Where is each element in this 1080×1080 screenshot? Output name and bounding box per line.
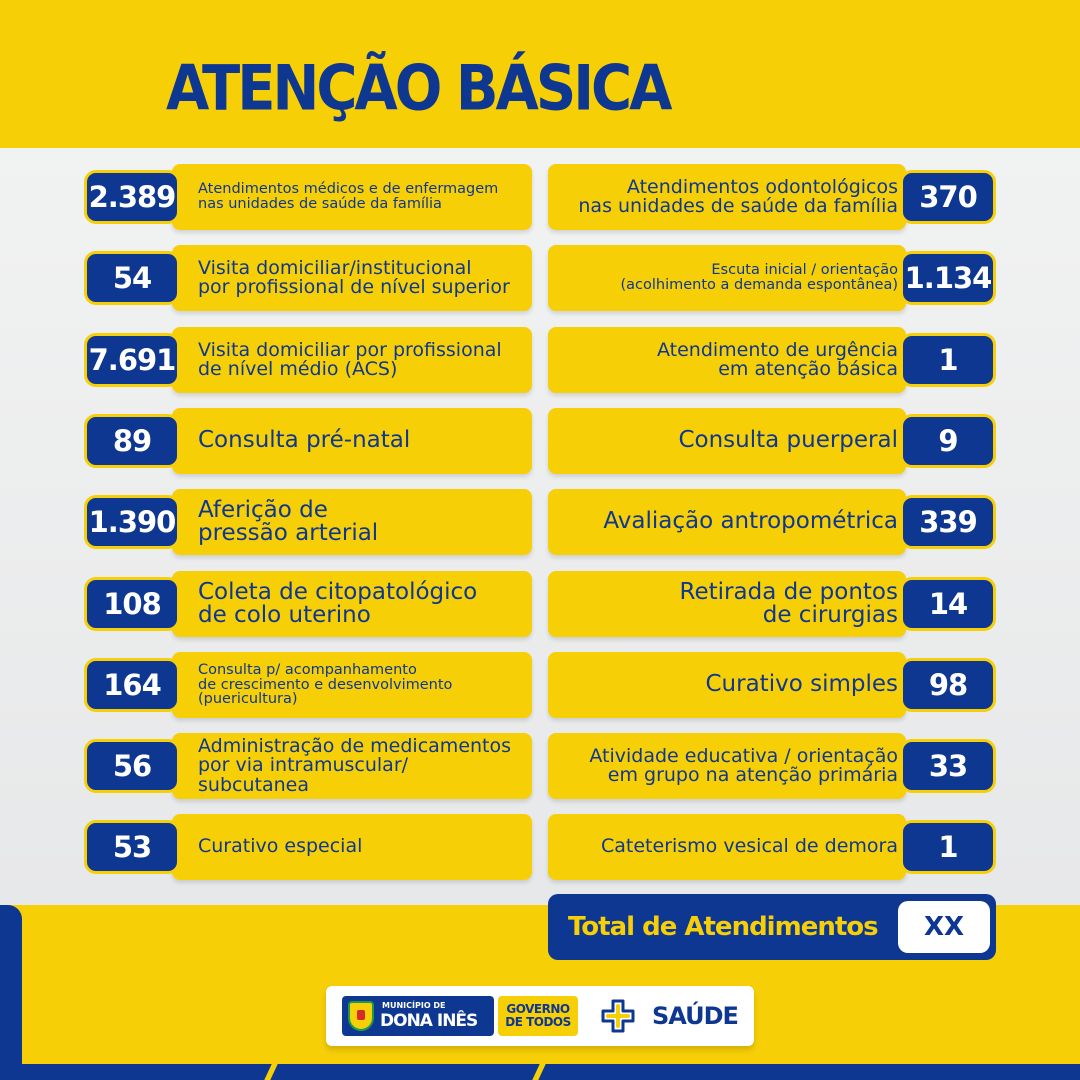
stat-row (84, 814, 532, 880)
total-label: Total de Atendimentos (568, 912, 878, 942)
stat-label-text: Atendimento de urgência em atenção básica (656, 338, 898, 380)
stripe-divider (532, 1064, 545, 1080)
governo-line1: GOVERNO (506, 1002, 570, 1017)
stat-label (548, 571, 906, 637)
stat-label-text: Cateterismo vesical de demora (601, 835, 898, 858)
stat-value: 1.134 (900, 251, 996, 305)
stat-row (548, 164, 996, 230)
municipio-name: DONA INÊS (380, 1011, 478, 1031)
stat-row (548, 245, 996, 311)
stat-row (548, 408, 996, 474)
stat-row (84, 327, 532, 393)
stat-label (172, 489, 532, 555)
stat-row (84, 245, 532, 311)
stripe-divider (264, 1064, 277, 1080)
bottom-stripe (0, 1064, 1080, 1080)
stat-label-text: Curativo especial (198, 835, 363, 858)
stat-row (84, 571, 532, 637)
stat-label (172, 164, 532, 230)
stat-value: 164 (84, 658, 180, 712)
stat-row (548, 733, 996, 799)
stat-label-text: Visita domiciliar/institucional por profissional de nível superior (198, 256, 510, 298)
stat-label-text: Consulta pré-natal (198, 427, 411, 454)
stat-value: 1.390 (84, 495, 180, 549)
stat-label (172, 652, 532, 718)
stat-label (548, 814, 906, 880)
total-value: XX (898, 901, 990, 953)
stat-label-text: Coleta de citopatológico de colo uterino (198, 578, 478, 628)
stat-label-text: Visita domiciliar por profissional de nível médio (ACS) (198, 338, 502, 380)
stat-label (172, 245, 532, 311)
stat-value: 370 (900, 170, 996, 224)
stat-label-text: Escuta inicial / orientação (acolhimento a demanda espontânea) (620, 262, 898, 293)
governo-line2: DE TODOS (505, 1015, 571, 1029)
stat-row (548, 571, 996, 637)
stat-value: 9 (900, 414, 996, 468)
stat-value: 33 (900, 739, 996, 793)
stat-row (548, 814, 996, 880)
stat-label (172, 571, 532, 637)
health-cross-icon (600, 998, 636, 1034)
stat-label-text: Atividade educativa / orientação em grupo na atenção primária (589, 744, 898, 786)
crest-icon (348, 1001, 374, 1031)
total-box (548, 894, 996, 960)
stat-label-text: Administração de medicamentos por via intramuscular/ subcutanea (198, 734, 512, 796)
left-accent-bar (0, 905, 22, 1080)
stat-label (548, 164, 906, 230)
stat-label-text: Avaliação antropométrica (603, 508, 898, 535)
stat-label (548, 327, 906, 393)
stat-value: 53 (84, 820, 180, 874)
stat-label (172, 327, 532, 393)
stat-label (548, 408, 906, 474)
stat-value: 339 (900, 495, 996, 549)
stat-row (84, 489, 532, 555)
stat-value: 56 (84, 739, 180, 793)
stat-label-text: Consulta puerperal (678, 427, 898, 454)
stat-label-text: Atendimentos odontológicos nas unidades de saúde da família (578, 175, 898, 217)
stat-row (548, 327, 996, 393)
municipio-label: MUNICÍPIO DE (382, 1001, 446, 1010)
stat-value: 108 (84, 577, 180, 631)
municipio-logo (342, 996, 494, 1036)
stat-value: 2.389 (84, 170, 180, 224)
stat-label-text: Atendimentos médicos e de enfermagem nas unidades de saúde da família (198, 181, 499, 212)
stat-row (84, 652, 532, 718)
stat-row (84, 408, 532, 474)
footer-logos (326, 986, 754, 1046)
stat-label-text: Curativo simples (705, 671, 898, 698)
stat-label (548, 489, 906, 555)
stat-label (548, 733, 906, 799)
stat-value: 7.691 (84, 333, 180, 387)
page-title: ATENÇÃO BÁSICA (166, 52, 670, 126)
stat-row (548, 652, 996, 718)
stat-value: 54 (84, 251, 180, 305)
governo-logo (498, 996, 578, 1036)
stat-value: 1 (900, 333, 996, 387)
stat-label (172, 733, 532, 799)
stat-value: 1 (900, 820, 996, 874)
stat-label-text: Retirada de pontos de cirurgias (679, 578, 898, 628)
stat-row (548, 489, 996, 555)
stat-label (548, 652, 906, 718)
stat-label-text: Aferição de pressão arterial (198, 496, 379, 546)
stat-value: 98 (900, 658, 996, 712)
stat-label (548, 245, 906, 311)
stat-row (84, 733, 532, 799)
stat-label (172, 408, 532, 474)
stat-row (84, 164, 532, 230)
stat-label (172, 814, 532, 880)
saude-label: SAÚDE (652, 1002, 738, 1030)
stat-value: 89 (84, 414, 180, 468)
stat-label-text: Consulta p/ acompanhamento de crescimento e desenvolvimento (puericultura) (198, 661, 453, 708)
stat-value: 14 (900, 577, 996, 631)
